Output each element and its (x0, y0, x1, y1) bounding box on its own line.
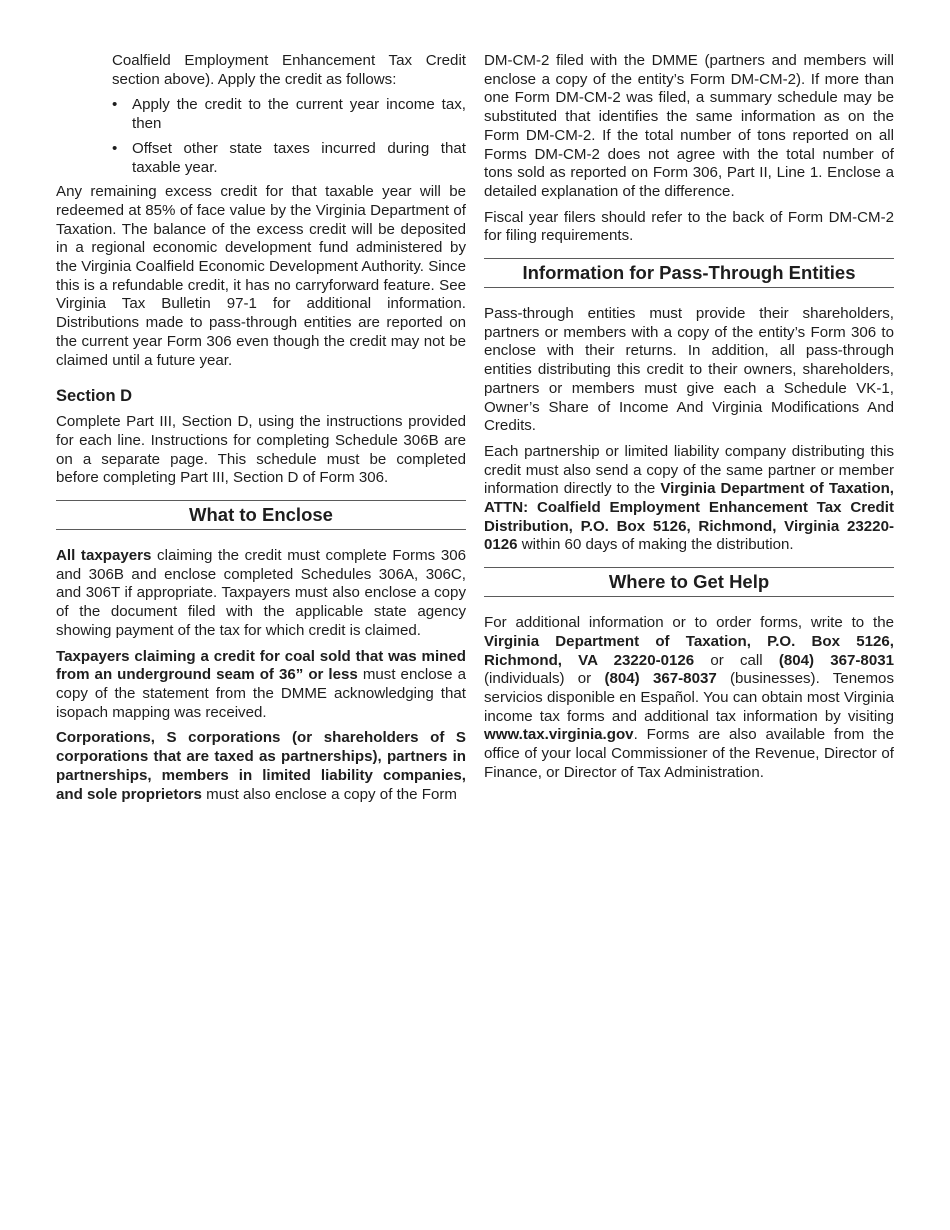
website-url: www.tax.virginia.gov (484, 726, 634, 744)
help-paragraph: For additional information or to order forms, write to the Virginia Department of Taxation, P.O. Box 5126, Richmond, VA 23220-0126 or call (804) 367-8031 (individuals) or (804) 367-8037 (businesses). Tenemos servicios disponible en Español. You can obtain most Virginia income tax forms and additional tax information by visiting www.tax.virginia.gov. Forms are also available from the office of your local Commissioner of the Revenue, Director of Finance, or Director of Tax Administration. (484, 614, 895, 781)
pass-through-paragraph-2: Each partnership or limited liability company distributing this credit must also send a copy of the same partner or member information directly to the Virginia Department of Taxation, ATTN: Coalfield Employment Enhancement Tax Credit Distribution, P.O. Box 5126, Richmond, Virginia 23220-0126 within 60 days of making the distribution. (484, 442, 894, 554)
excess-credit-paragraph: Any remaining excess credit for that taxable year will be redeemed at 85% of face value by the Virginia Department of Taxation. The balance of the excess credit will be deposited in a regional economic development fund administered by the Virginia Coalfield Economic Development Authority. Since this is a refundable credit, it has no carryforward feature. See Virginia Tax Bulletin 97-1 for additional information. Distributions made to pass-through entities are reported on the current year Form 306 even though the credit may not be claimed until a future year. (56, 183, 466, 369)
list-item: • Apply the credit to the current year income tax, then (112, 96, 466, 133)
what-to-enclose-heading: What to Enclose (56, 500, 466, 530)
dm-cm-2-paragraph: DM-CM-2 filed with the DMME (partners and members will enclose a copy of the entity’s Form DM-CM-2). If more than one Form DM-CM-2 was filed, a summary schedule may be substituted that identifies the same information as on the Form DM-CM-2. If the total number of tons reported on all Forms DM-CM-2 does not agree with the total number of tons sold as reported on Form 306, Part II, Line 1. Enclose a detailed explanation of the difference. (484, 52, 894, 200)
right-column (484, 52, 894, 790)
fiscal-year-paragraph: Fiscal year filers should refer to the back of Form DM-CM-2 for filing requirements. (484, 208, 894, 245)
credit-application-list (112, 96, 466, 177)
enclose-underground-seam-paragraph: Taxpayers claiming a credit for coal sold that was mined from an underground seam of 36” or less must enclose a copy of the statement from the DMME acknowledging that isopach mapping was received. (56, 647, 466, 721)
list-item: • Offset other state taxes incurred during that taxable year. (112, 139, 466, 176)
pass-through-paragraph-1: Pass-through entities must provide their shareholders, partners or members with a copy of the entity’s Form 306 to enclose with their returns. In addition, all pass-through entities distributing this credit to their owners, shareholders, partners or members must give each a Schedule VK-1, Owner’s Share of Income And Virginia Modifications And Credits. (484, 305, 894, 435)
businesses-phone: (804) 367-8037 (604, 670, 717, 688)
intro-paragraph: Coalfield Employment Enhancement Tax Credit section above). Apply the credit as follows: (112, 52, 466, 88)
bullet-icon: • (112, 96, 118, 114)
pass-through-heading: Information for Pass-Through Entities (484, 258, 894, 288)
where-to-get-help-heading: Where to Get Help (484, 567, 894, 597)
left-column (56, 52, 466, 811)
enclose-corporations-paragraph: Corporations, S corporations (or shareholders of S corporations that are taxed as partnerships), partners in partnerships, members in limited liability companies, and sole proprietors must also enclose a copy of the Form (56, 729, 466, 803)
enclose-all-taxpayers-paragraph: All taxpayers claiming the credit must complete Forms 306 and 306B and enclose completed Schedules 306A, 306C, and 306T if appropriate. Taxpayers must also enclose a copy of the document filed with the applicable state agency showing payment of the tax for which credit is claimed. (56, 547, 467, 639)
bullet-icon: • (112, 139, 118, 157)
section-d-heading: Section D (56, 387, 133, 406)
individuals-phone: (804) 367-8031 (778, 651, 895, 669)
section-d-paragraph: Complete Part III, Section D, using the instructions provided for each line. Instructions for completing Schedule 306B are on a separate page. This schedule must be completed before completing Part III, Section D of Form 306. (56, 413, 466, 487)
